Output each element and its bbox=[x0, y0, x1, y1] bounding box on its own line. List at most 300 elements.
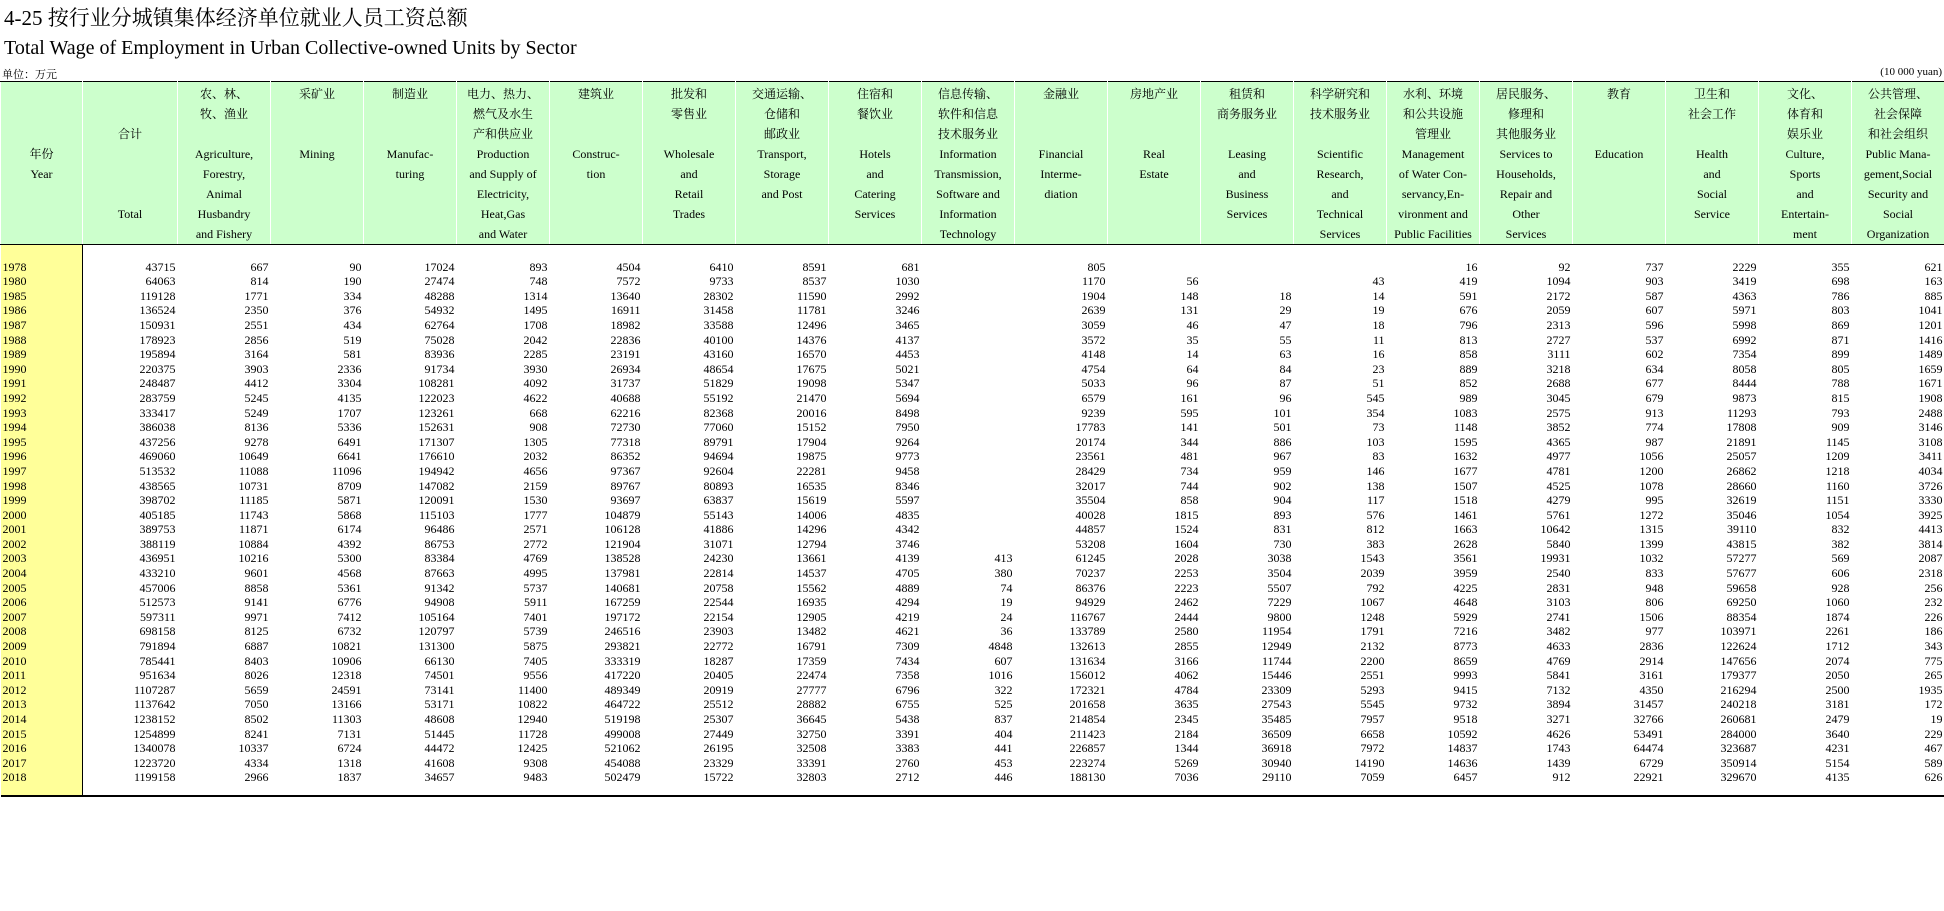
value-cell: 3465 bbox=[895, 317, 920, 332]
value-cell: 53208 bbox=[1075, 536, 1106, 551]
value-cell: 31737 bbox=[610, 376, 641, 391]
table-row bbox=[1, 464, 1944, 479]
value-cell: 13482 bbox=[796, 624, 827, 639]
value-cell: 3181 bbox=[1825, 697, 1850, 712]
value-cell: 899 bbox=[1831, 347, 1850, 362]
value-cell: 194942 bbox=[418, 463, 455, 478]
value-cell: 1671 bbox=[1918, 376, 1943, 391]
value-cell: 8403 bbox=[244, 653, 269, 668]
value-cell: 3411 bbox=[1918, 449, 1943, 464]
value-cell: 80893 bbox=[703, 478, 734, 493]
value-cell: 152631 bbox=[418, 420, 455, 435]
column-header-english: Information Transmission, Software and Information Technology bbox=[934, 147, 1002, 241]
value-cell: 101 bbox=[1273, 405, 1292, 420]
value-cell: 1199158 bbox=[83, 770, 178, 796]
value-cell: 2350 bbox=[244, 303, 269, 318]
value-cell: 195894 bbox=[139, 347, 176, 362]
year-cell: 1994 bbox=[1, 420, 83, 435]
value-cell: 16570 bbox=[796, 347, 827, 362]
value-cell: 220375 bbox=[139, 361, 176, 376]
value-cell: 4334 bbox=[244, 755, 269, 770]
value-cell bbox=[1201, 260, 1294, 275]
value-cell: 1530 bbox=[523, 493, 548, 508]
value-cell: 11185 bbox=[239, 493, 269, 508]
value-cell: 1543 bbox=[1360, 551, 1385, 566]
value-cell: 893 bbox=[1273, 507, 1292, 522]
value-cell: 626 bbox=[1852, 770, 1944, 796]
column-header-chinese: 采矿业 bbox=[298, 87, 335, 101]
value-cell: 989 bbox=[1459, 390, 1478, 405]
value-cell: 525 bbox=[994, 697, 1013, 712]
value-cell: 908 bbox=[529, 420, 548, 435]
column-header-english: Scientific Research, and Technical Services bbox=[1316, 147, 1364, 241]
value-cell: 43815 bbox=[1726, 536, 1757, 551]
value-cell: 35485 bbox=[1261, 712, 1292, 726]
value-cell: 77318 bbox=[610, 434, 641, 449]
value-cell: 5739 bbox=[523, 624, 548, 639]
value-cell: 405185 bbox=[139, 507, 176, 522]
value-cell: 858 bbox=[1180, 493, 1199, 508]
value-cell: 31071 bbox=[703, 536, 734, 551]
value-cell: 91734 bbox=[424, 361, 455, 376]
value-cell: 77060 bbox=[703, 420, 734, 435]
column-header-chinese: 水利、环境 和公共设施 管理业 bbox=[1402, 87, 1463, 141]
value-cell: 1030 bbox=[895, 274, 920, 289]
value-cell bbox=[922, 435, 1015, 450]
value-cell: 681 bbox=[901, 259, 920, 274]
value-cell: 3959 bbox=[1453, 566, 1478, 581]
value-cell: 7950 bbox=[895, 420, 920, 435]
value-cell: 25512 bbox=[703, 697, 734, 712]
value-cell: 172321 bbox=[1069, 682, 1106, 697]
value-cell: 116767 bbox=[1069, 609, 1106, 624]
value-cell: 172 bbox=[1924, 697, 1943, 712]
value-cell: 1495 bbox=[523, 303, 548, 318]
value-cell: 64063 bbox=[145, 274, 176, 289]
value-cell: 382 bbox=[1831, 536, 1850, 551]
year-cell: 1985 bbox=[1, 289, 83, 304]
value-cell: 437256 bbox=[139, 434, 176, 449]
value-cell: 131 bbox=[1180, 303, 1199, 318]
value-cell: 1518 bbox=[1453, 493, 1478, 508]
value-cell: 2500 bbox=[1825, 682, 1850, 697]
value-cell: 4139 bbox=[895, 551, 920, 566]
column-header-english: Public Mana- gement,Social Security and Social Organization bbox=[1863, 147, 1933, 241]
value-cell: 3161 bbox=[1639, 668, 1664, 683]
value-cell: 9556 bbox=[523, 668, 548, 683]
value-cell: 1439 bbox=[1546, 755, 1571, 770]
column-header-chinese: 电力、热力、 燃气及水生 产和供应业 bbox=[466, 87, 539, 141]
value-cell: 84 bbox=[1279, 361, 1292, 376]
value-cell: 10731 bbox=[238, 478, 269, 493]
column-header-chinese: 年份 bbox=[29, 147, 54, 161]
value-cell: 8346 bbox=[895, 478, 920, 493]
value-cell: 3218 bbox=[1546, 361, 1571, 376]
value-cell: 161 bbox=[1180, 390, 1199, 405]
value-cell: 569 bbox=[1831, 551, 1850, 566]
column-header-english: Manufac- turing bbox=[386, 147, 434, 181]
value-cell: 2741 bbox=[1546, 609, 1571, 624]
value-cell: 10821 bbox=[331, 639, 362, 654]
column-header-chinese: 信息传输、 软件和信息 技术服务业 bbox=[937, 87, 998, 141]
value-cell: 805 bbox=[1831, 361, 1850, 376]
value-cell: 889 bbox=[1459, 361, 1478, 376]
value-cell: 3383 bbox=[895, 741, 920, 756]
value-cell: 66130 bbox=[424, 653, 455, 668]
value-cell: 141 bbox=[1180, 420, 1199, 435]
value-cell: 36509 bbox=[1261, 726, 1292, 741]
value-cell: 1663 bbox=[1453, 522, 1478, 537]
value-cell: 814 bbox=[250, 274, 269, 289]
value-cell: 34657 bbox=[364, 770, 457, 796]
value-cell: 793 bbox=[1831, 405, 1850, 420]
value-cell: 36918 bbox=[1261, 741, 1292, 756]
column-header-sector bbox=[550, 82, 643, 245]
value-cell: 32017 bbox=[1075, 478, 1106, 493]
value-cell: 2032 bbox=[523, 449, 548, 464]
value-cell: 2345 bbox=[1174, 712, 1199, 726]
column-header-english: Leasing and Business Services bbox=[1225, 147, 1269, 221]
value-cell: 333319 bbox=[604, 653, 641, 668]
value-cell: 5507 bbox=[1267, 580, 1292, 595]
column-header-english: Services to Households, Repair and Other Services bbox=[1496, 147, 1556, 241]
value-cell: 119128 bbox=[139, 288, 176, 303]
value-cell: 634 bbox=[1645, 361, 1664, 376]
value-cell: 211423 bbox=[1069, 726, 1106, 741]
value-cell bbox=[922, 303, 1015, 318]
value-cell: 1874 bbox=[1825, 609, 1850, 624]
value-cell: 88354 bbox=[1726, 609, 1757, 624]
value-cell: 43160 bbox=[703, 347, 734, 362]
value-cell: 4219 bbox=[895, 609, 920, 624]
value-cell: 14837 bbox=[1447, 741, 1478, 756]
value-cell: 4342 bbox=[895, 522, 920, 537]
value-cell: 5659 bbox=[244, 682, 269, 697]
value-cell: 18287 bbox=[703, 653, 734, 668]
value-cell: 8502 bbox=[244, 712, 269, 726]
value-cell: 467 bbox=[1924, 741, 1943, 756]
value-cell: 97367 bbox=[610, 463, 641, 478]
year-cell: 2008 bbox=[1, 624, 83, 639]
table-title-chinese: 4-25 按行业分城镇集体经济单位就业人员工资总额 bbox=[4, 6, 468, 30]
value-cell: 2479 bbox=[1825, 712, 1850, 726]
value-cell: 545 bbox=[1366, 390, 1385, 405]
column-header-sector bbox=[178, 82, 271, 245]
value-cell: 354 bbox=[1366, 405, 1385, 420]
value-cell: 23191 bbox=[610, 347, 641, 362]
value-cell: 3894 bbox=[1546, 697, 1571, 712]
table-row bbox=[1, 274, 1944, 289]
value-cell: 1507 bbox=[1453, 478, 1478, 493]
table-row bbox=[1, 624, 1944, 639]
value-cell: 11096 bbox=[331, 463, 362, 478]
column-header-sector bbox=[1015, 82, 1108, 245]
value-cell: 3482 bbox=[1546, 624, 1571, 639]
value-cell: 1707 bbox=[337, 405, 362, 420]
value-cell bbox=[1201, 274, 1294, 289]
value-cell: 3504 bbox=[1267, 566, 1292, 581]
column-header-english: Total bbox=[117, 207, 143, 221]
value-cell: 4656 bbox=[523, 463, 548, 478]
value-cell: 23 bbox=[1372, 361, 1385, 376]
value-cell: 14537 bbox=[796, 566, 827, 581]
value-cell: 8659 bbox=[1453, 653, 1478, 668]
value-cell: 122624 bbox=[1720, 639, 1757, 654]
value-cell: 4848 bbox=[988, 639, 1013, 654]
value-cell: 5269 bbox=[1174, 755, 1199, 770]
value-cell: 464722 bbox=[604, 697, 641, 712]
value-cell: 7572 bbox=[616, 274, 641, 289]
year-cell: 1988 bbox=[1, 333, 83, 348]
value-cell: 2042 bbox=[523, 332, 548, 347]
value-cell: 19098 bbox=[796, 376, 827, 391]
value-cell: 2159 bbox=[523, 478, 548, 493]
value-cell: 21891 bbox=[1726, 434, 1757, 449]
value-cell: 791894 bbox=[139, 639, 176, 654]
value-cell: 1815 bbox=[1174, 507, 1199, 522]
value-cell: 15446 bbox=[1261, 668, 1292, 683]
value-cell: 7405 bbox=[523, 653, 548, 668]
column-header-sector bbox=[364, 82, 457, 245]
value-cell: 216294 bbox=[1720, 682, 1757, 697]
value-cell: 11954 bbox=[1261, 624, 1292, 639]
value-cell: 94908 bbox=[424, 595, 455, 610]
value-cell: 885 bbox=[1924, 288, 1943, 303]
value-cell: 2575 bbox=[1546, 405, 1571, 420]
value-cell: 4754 bbox=[1081, 361, 1106, 376]
value-cell: 8058 bbox=[1732, 361, 1757, 376]
value-cell: 63 bbox=[1279, 347, 1292, 362]
value-cell: 7434 bbox=[895, 653, 920, 668]
value-cell: 64 bbox=[1186, 361, 1199, 376]
value-cell: 775 bbox=[1924, 653, 1943, 668]
value-cell: 380 bbox=[994, 566, 1013, 581]
value-cell: 43715 bbox=[145, 259, 176, 274]
value-cell bbox=[922, 449, 1015, 464]
value-cell: 2318 bbox=[1918, 566, 1943, 581]
column-header-chinese: 文化、 体育和 娱乐业 bbox=[1786, 87, 1823, 141]
year-cell: 2001 bbox=[1, 522, 83, 537]
value-cell: 8773 bbox=[1453, 639, 1478, 654]
value-cell: 9458 bbox=[895, 463, 920, 478]
value-cell: 959 bbox=[1273, 463, 1292, 478]
table-row bbox=[1, 508, 1944, 523]
value-cell: 2223 bbox=[1174, 580, 1199, 595]
value-cell: 69250 bbox=[1726, 595, 1757, 610]
value-cell: 226857 bbox=[1069, 741, 1106, 756]
table-row bbox=[1, 551, 1944, 566]
value-cell: 44472 bbox=[424, 741, 455, 756]
table-row bbox=[1, 668, 1944, 683]
value-cell: 24 bbox=[1000, 609, 1013, 624]
value-cell: 1056 bbox=[1639, 449, 1664, 464]
value-cell: 104879 bbox=[604, 507, 641, 522]
value-cell: 9483 bbox=[457, 770, 550, 796]
column-header-chinese: 公共管理、 社会保障 和社会组织 bbox=[1867, 87, 1928, 141]
value-cell: 93697 bbox=[610, 493, 641, 508]
value-cell: 137981 bbox=[604, 566, 641, 581]
value-cell: 10906 bbox=[331, 653, 362, 668]
value-cell: 1771 bbox=[244, 288, 269, 303]
value-cell: 502479 bbox=[550, 770, 643, 796]
value-cell: 29 bbox=[1279, 303, 1292, 318]
value-cell: 14376 bbox=[796, 332, 827, 347]
value-cell: 19875 bbox=[796, 449, 827, 464]
value-cell: 32803 bbox=[736, 770, 829, 796]
value-cell: 6729 bbox=[1639, 755, 1664, 770]
value-cell: 17359 bbox=[796, 653, 827, 668]
value-cell: 27777 bbox=[796, 682, 827, 697]
value-cell: 103 bbox=[1366, 434, 1385, 449]
value-cell: 1416 bbox=[1918, 332, 1943, 347]
value-cell: 4413 bbox=[1918, 522, 1943, 537]
value-cell: 519198 bbox=[604, 712, 641, 726]
value-cell: 11303 bbox=[331, 712, 362, 726]
value-cell: 323687 bbox=[1720, 741, 1757, 756]
value-cell: 1935 bbox=[1918, 682, 1943, 697]
value-cell: 62216 bbox=[610, 405, 641, 420]
value-cell: 521062 bbox=[604, 741, 641, 756]
table-row bbox=[1, 406, 1944, 421]
value-cell bbox=[922, 260, 1015, 275]
value-cell: 1032 bbox=[1639, 551, 1664, 566]
value-cell: 75028 bbox=[424, 332, 455, 347]
year-cell: 2010 bbox=[1, 654, 83, 669]
value-cell: 902 bbox=[1273, 478, 1292, 493]
value-cell: 967 bbox=[1273, 449, 1292, 464]
value-cell: 4412 bbox=[244, 376, 269, 391]
value-cell: 14636 bbox=[1447, 755, 1478, 770]
value-cell: 25307 bbox=[703, 712, 734, 726]
value-cell: 117 bbox=[1366, 493, 1385, 508]
value-cell: 5021 bbox=[895, 361, 920, 376]
value-cell: 103971 bbox=[1720, 624, 1757, 639]
value-cell: 73141 bbox=[424, 682, 455, 697]
value-cell: 730 bbox=[1273, 536, 1292, 551]
value-cell: 61245 bbox=[1075, 551, 1106, 566]
value-cell: 2200 bbox=[1360, 653, 1385, 668]
value-cell: 4648 bbox=[1453, 595, 1478, 610]
value-cell: 481 bbox=[1180, 449, 1199, 464]
column-header-chinese: 建筑业 bbox=[577, 87, 614, 101]
value-cell: 9415 bbox=[1453, 682, 1478, 697]
column-header-sector bbox=[1294, 82, 1387, 245]
value-cell bbox=[922, 274, 1015, 289]
value-cell: 2580 bbox=[1174, 624, 1199, 639]
value-cell: 29110 bbox=[1201, 770, 1294, 796]
value-cell: 454088 bbox=[604, 755, 641, 770]
value-cell: 7972 bbox=[1360, 741, 1385, 756]
value-cell: 28882 bbox=[796, 697, 827, 712]
value-cell: 94694 bbox=[703, 449, 734, 464]
value-cell: 805 bbox=[1087, 259, 1106, 274]
value-cell: 2914 bbox=[1639, 653, 1664, 668]
column-header-row bbox=[1, 82, 1944, 245]
year-cell: 1990 bbox=[1, 362, 83, 377]
value-cell: 668 bbox=[529, 405, 548, 420]
value-cell: 4769 bbox=[1546, 653, 1571, 668]
value-cell: 904 bbox=[1273, 493, 1292, 508]
value-cell: 1254899 bbox=[133, 726, 176, 741]
value-cell: 9971 bbox=[244, 609, 269, 624]
value-cell: 1248 bbox=[1360, 609, 1385, 624]
value-cell: 33588 bbox=[703, 317, 734, 332]
value-cell: 404 bbox=[994, 726, 1013, 741]
value-cell: 4977 bbox=[1546, 449, 1571, 464]
value-cell: 232 bbox=[1924, 595, 1943, 610]
value-cell: 4781 bbox=[1546, 463, 1571, 478]
column-header-chinese: 金融业 bbox=[1042, 87, 1079, 101]
value-cell: 72730 bbox=[610, 420, 641, 435]
value-cell: 17024 bbox=[424, 259, 455, 274]
value-cell: 11871 bbox=[238, 522, 269, 537]
value-cell: 1489 bbox=[1918, 347, 1943, 362]
value-cell: 796 bbox=[1459, 317, 1478, 332]
value-cell: 3925 bbox=[1918, 507, 1943, 522]
year-cell: 2005 bbox=[1, 581, 83, 596]
column-header-sector bbox=[457, 82, 550, 245]
value-cell: 4365 bbox=[1546, 434, 1571, 449]
value-cell: 90 bbox=[349, 259, 362, 274]
value-cell: 8125 bbox=[244, 624, 269, 639]
value-cell: 2571 bbox=[523, 522, 548, 537]
value-cell: 11 bbox=[1372, 332, 1385, 347]
value-cell: 2285 bbox=[523, 347, 548, 362]
table-row bbox=[1, 595, 1944, 610]
value-cell: 1170 bbox=[1081, 274, 1106, 289]
column-header-chinese: 批发和 零售业 bbox=[670, 87, 707, 121]
year-cell: 2015 bbox=[1, 727, 83, 742]
value-cell: 32750 bbox=[796, 726, 827, 741]
value-cell: 6724 bbox=[337, 741, 362, 756]
value-cell: 46 bbox=[1186, 317, 1199, 332]
table-row bbox=[1, 770, 1944, 796]
year-cell: 2004 bbox=[1, 566, 83, 581]
value-cell: 86753 bbox=[424, 536, 455, 551]
column-header-chinese: 教育 bbox=[1606, 87, 1631, 101]
value-cell: 1315 bbox=[1639, 522, 1664, 537]
year-cell: 1991 bbox=[1, 376, 83, 391]
value-cell: 1067 bbox=[1360, 595, 1385, 610]
value-cell: 6776 bbox=[337, 595, 362, 610]
value-cell: 350914 bbox=[1720, 755, 1757, 770]
column-header-english: Real Estate bbox=[1139, 147, 1169, 181]
value-cell: 413 bbox=[994, 551, 1013, 566]
value-cell: 8136 bbox=[244, 420, 269, 435]
value-cell: 23903 bbox=[703, 624, 734, 639]
value-cell: 4995 bbox=[523, 566, 548, 581]
value-cell: 16791 bbox=[796, 639, 827, 654]
value-cell: 9141 bbox=[244, 595, 269, 610]
value-cell: 30940 bbox=[1261, 755, 1292, 770]
value-cell: 951634 bbox=[139, 668, 176, 683]
value-cell: 2462 bbox=[1174, 595, 1199, 610]
value-cell: 4294 bbox=[895, 595, 920, 610]
value-cell: 22836 bbox=[610, 332, 641, 347]
value-cell: 3103 bbox=[1546, 595, 1571, 610]
value-cell: 5361 bbox=[337, 580, 362, 595]
unit-label-english: (10 000 yuan) bbox=[1880, 66, 1942, 78]
value-cell: 17808 bbox=[1726, 420, 1757, 435]
value-cell: 1837 bbox=[271, 770, 364, 796]
value-cell: 10337 bbox=[238, 741, 269, 756]
value-cell: 256 bbox=[1924, 580, 1943, 595]
value-cell: 121904 bbox=[604, 536, 641, 551]
value-cell: 12794 bbox=[796, 536, 827, 551]
value-cell: 2836 bbox=[1639, 639, 1664, 654]
value-cell: 2132 bbox=[1360, 639, 1385, 654]
value-cell: 4225 bbox=[1453, 580, 1478, 595]
